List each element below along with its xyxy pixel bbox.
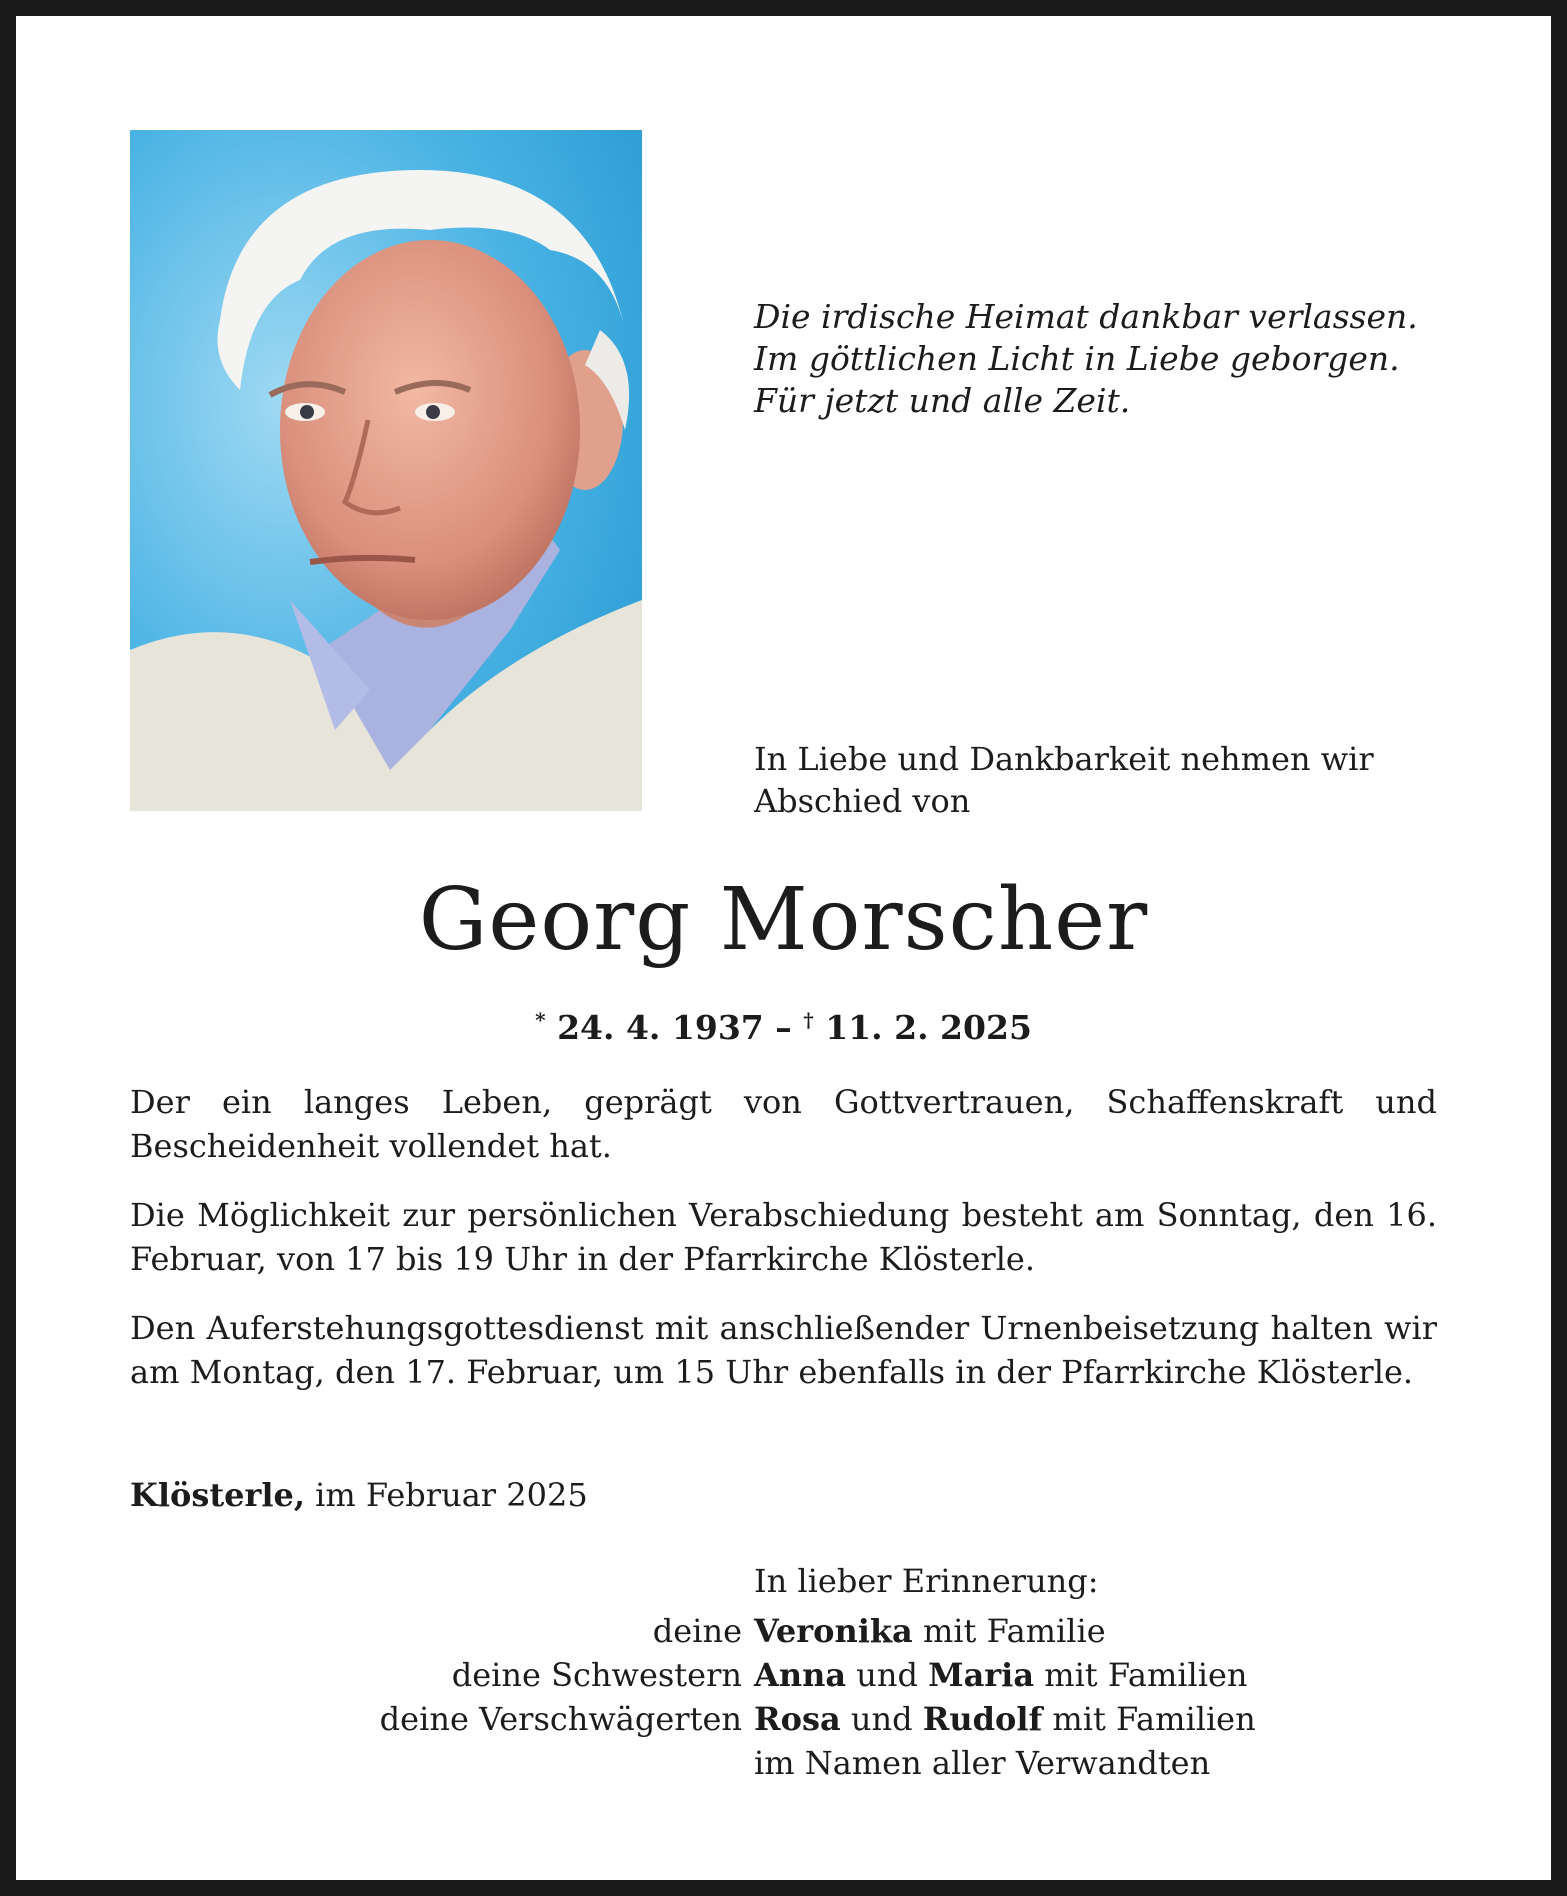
mourner-relation: [230, 1741, 742, 1785]
mourner-suffix: im Namen aller Verwandten: [754, 1744, 1211, 1782]
paragraph-service: Den Auferstehungsgottesdienst mit anschließender Urnenbeisetzung halten wir am Montag, den 17. Februar, um 15 Uhr ebenfalls in der Pfarrkirche Klösterle.: [130, 1309, 1437, 1391]
mourner-name: Anna: [754, 1656, 847, 1694]
mourner-name: Veronika: [754, 1612, 913, 1650]
mourner-relation: deine: [652, 1612, 742, 1650]
death-symbol: †: [803, 1008, 814, 1032]
mourner-suffix: mit Familien: [1044, 1656, 1248, 1694]
mourner-suffix: mit Familie: [922, 1612, 1106, 1650]
paragraph-farewell: Die Möglichkeit zur persönlichen Verabschiedung besteht am Sonntag, den 16. Februar, von 17 bis 19 Uhr in der Pfarrkirche Klösterle.: [130, 1196, 1437, 1278]
verse-line: Für jetzt und alle Zeit.: [754, 381, 1131, 420]
verse-line: Die irdische Heimat dankbar verlassen.: [754, 297, 1418, 336]
mourner-name: Maria: [928, 1656, 1035, 1694]
mourner-suffix: mit Familien: [1052, 1700, 1256, 1738]
mourner-connector: und: [850, 1700, 913, 1738]
portrait-photo: [130, 130, 642, 811]
mourner-names: [754, 1609, 1444, 1653]
paragraph-life: Der ein langes Leben, geprägt von Gottvertrauen, Schaffenskraft und Bescheidenheit vollendet hat.: [130, 1083, 1437, 1165]
birth-date: 24. 4. 1937: [557, 1008, 764, 1047]
death-date: 11. 2. 2025: [825, 1008, 1032, 1047]
intro-text: In Liebe und Dankbarkeit nehmen wir Abschied von: [754, 740, 1374, 820]
life-dates: [0, 998, 1567, 1050]
verse-line: Im göttlichen Licht in Liebe geborgen.: [754, 339, 1400, 378]
place-date-text: im Februar 2025: [315, 1476, 588, 1514]
mourner-connector: und: [856, 1656, 918, 1694]
mourner-name: Rudolf: [922, 1700, 1043, 1738]
memory-heading: In lieber Erinnerung:: [754, 1562, 1099, 1600]
verse: [754, 296, 1454, 422]
portrait-illustration: [130, 130, 642, 811]
mourner-names: [754, 1653, 1444, 1697]
deceased-name: Georg Morscher: [418, 870, 1149, 970]
mourner-relation: deine Schwestern: [451, 1656, 742, 1694]
place-town: Klösterle,: [130, 1476, 305, 1514]
place-date: [130, 1473, 588, 1517]
mourner-relation: deine Verschwägerten: [379, 1700, 742, 1738]
mourner-name: Rosa: [754, 1700, 841, 1738]
birth-symbol: *: [535, 1008, 546, 1032]
mourner-names: [754, 1741, 1444, 1785]
mourners-list: [230, 1609, 1490, 1785]
mourner-names: [754, 1697, 1444, 1741]
date-separator: –: [775, 1008, 792, 1047]
